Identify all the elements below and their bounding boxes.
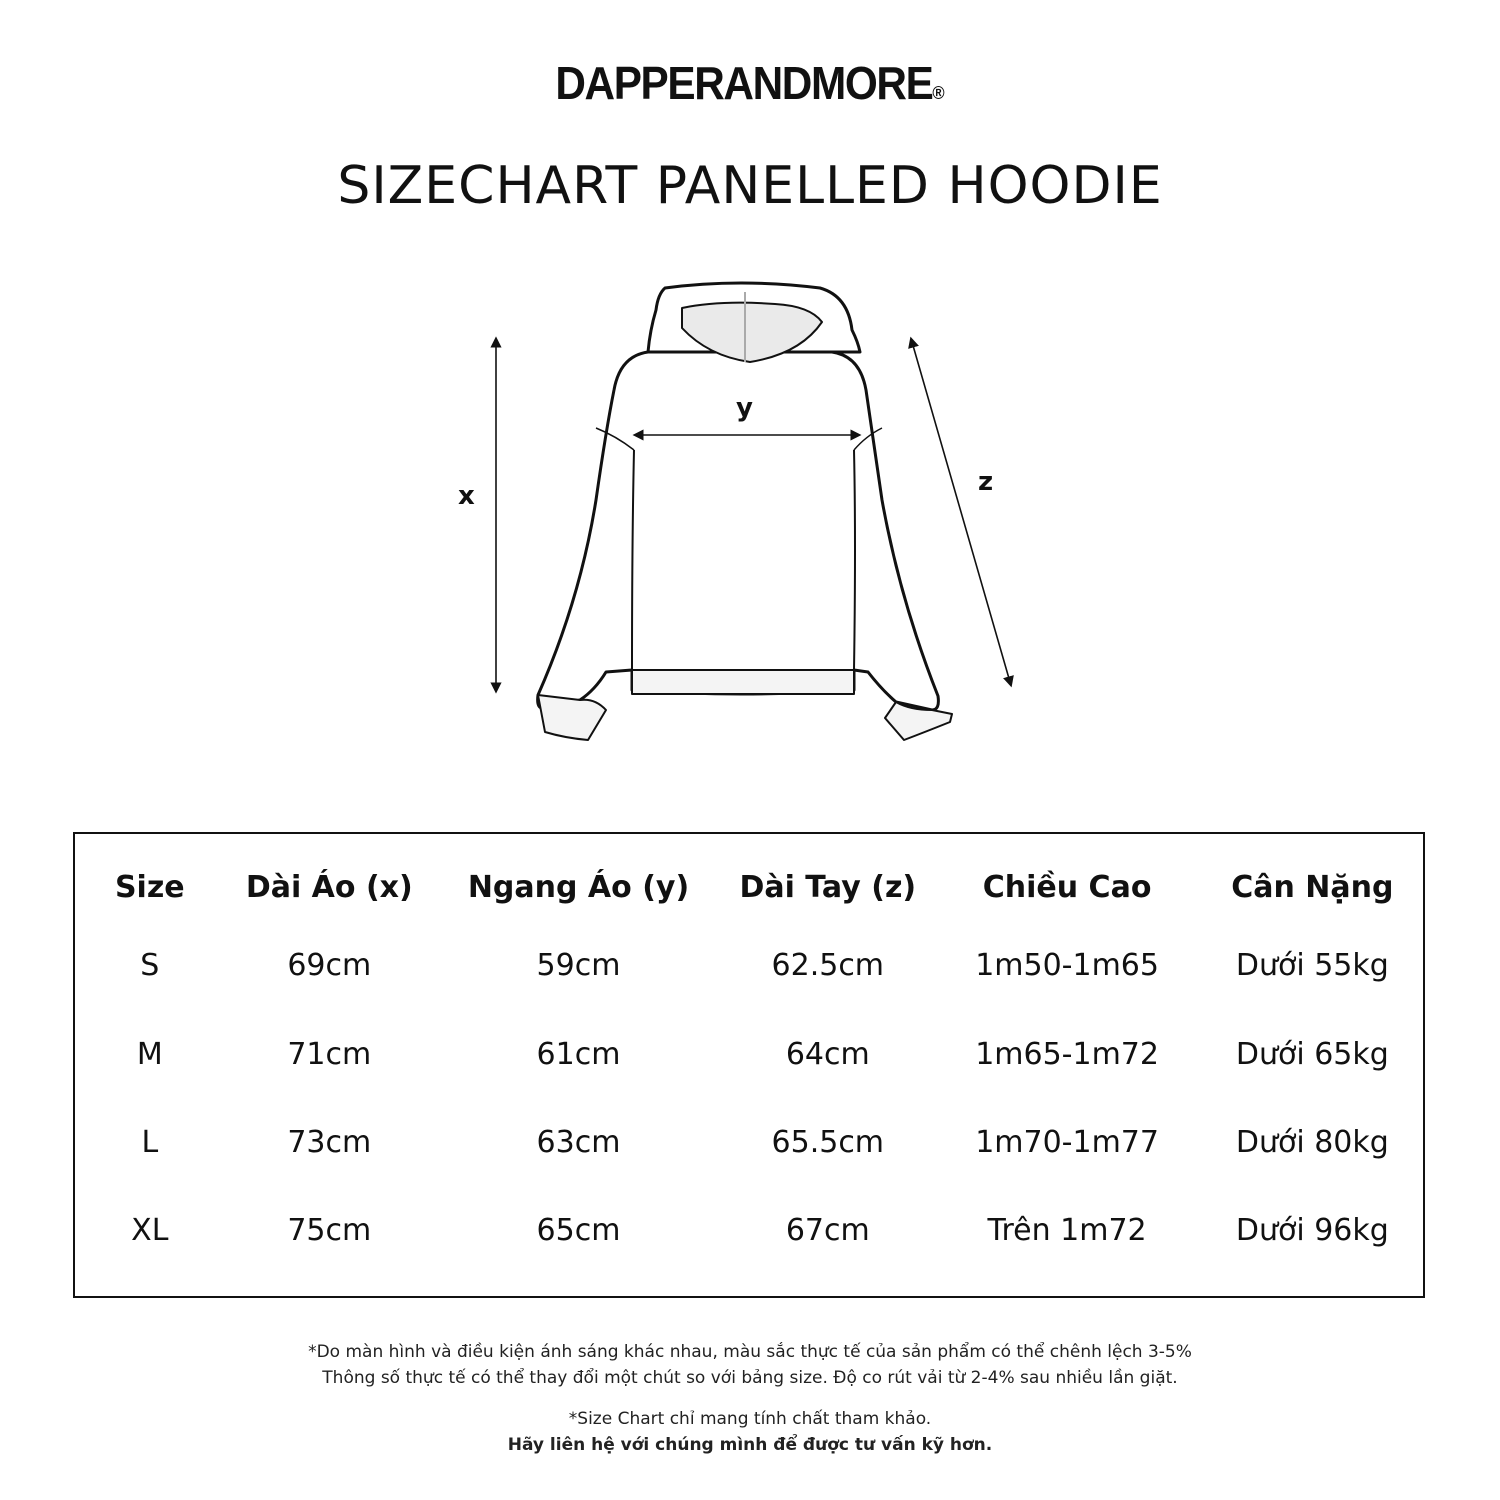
note-color-variance: *Do màn hình và điều kiện ánh sáng khác nhau, màu sắc thực tế của sản phẩm có thể chênh lệch 3-5% [308, 1342, 1192, 1362]
table-cell: S [140, 947, 160, 983]
table-cell: 1m50-1m65 [975, 947, 1159, 983]
table-cell: XL [131, 1212, 169, 1248]
table-cell: 67cm [785, 1212, 870, 1248]
table-row [75, 920, 1423, 1010]
table-cell: 71cm [287, 1036, 372, 1072]
table-header-row [75, 854, 1423, 920]
table-cell: Dưới 65kg [1235, 1036, 1389, 1072]
table-cell: 61cm [536, 1036, 621, 1072]
table-cell: 64cm [785, 1036, 870, 1072]
table-cell: 75cm [287, 1212, 372, 1248]
hoodie-diagram [420, 270, 1060, 760]
header-height: Chiều Cao [982, 869, 1152, 905]
table-cell: 65cm [536, 1212, 621, 1248]
table-cell: Trên 1m72 [987, 1212, 1147, 1248]
table-cell: 69cm [287, 947, 372, 983]
header-sleeve: Dài Tay (z) [739, 869, 917, 905]
brand-name: DAPPERANDMORE [555, 57, 933, 109]
header-width: Ngang Áo (y) [467, 869, 690, 905]
table-cell: 1m70-1m77 [975, 1124, 1159, 1160]
hoodie-illustration [538, 283, 952, 740]
note-reference-only: *Size Chart chỉ mang tính chất tham khảo. [568, 1409, 932, 1429]
table-cell: Dưới 55kg [1235, 947, 1389, 983]
table-cell: 62.5cm [771, 947, 885, 983]
table-cell: Dưới 96kg [1235, 1212, 1389, 1248]
table-cell: 65.5cm [771, 1124, 885, 1160]
registered-mark: ® [932, 83, 945, 103]
table-cell: 73cm [287, 1124, 372, 1160]
table-cell: 59cm [536, 947, 621, 983]
brand-logo [60, 56, 1440, 110]
disclaimer-notes [0, 1339, 1500, 1391]
header-length: Dài Áo (x) [245, 869, 413, 905]
header-weight: Cân Nặng [1231, 869, 1394, 905]
header-size: Size [114, 869, 185, 905]
table-cell: L [141, 1124, 159, 1160]
table-row [75, 1010, 1423, 1098]
size-table-container [73, 832, 1425, 1298]
table-cell: 1m65-1m72 [975, 1036, 1159, 1072]
y-dimension-label: y [736, 393, 753, 423]
note-shrinkage: Thông số thực tế có thể thay đổi một chút so với bảng size. Độ co rút vải từ 2-4% sau nhiều lần giặt. [322, 1368, 1178, 1388]
table-row [75, 1098, 1423, 1186]
table-cell: 63cm [536, 1124, 621, 1160]
page-title: SIZECHART PANELLED HOODIE [337, 156, 1163, 216]
table-row [75, 1186, 1423, 1274]
z-dimension-arrow [912, 342, 1010, 682]
table-cell: M [136, 1036, 163, 1072]
note-contact-us: Hãy liên hệ với chúng mình để được tư vấn kỹ hơn. [507, 1435, 993, 1455]
size-table [75, 854, 1423, 1274]
table-cell: Dưới 80kg [1235, 1124, 1389, 1160]
x-dimension-label: x [458, 481, 475, 511]
z-dimension-label: z [978, 467, 994, 497]
reference-notes [0, 1406, 1500, 1458]
